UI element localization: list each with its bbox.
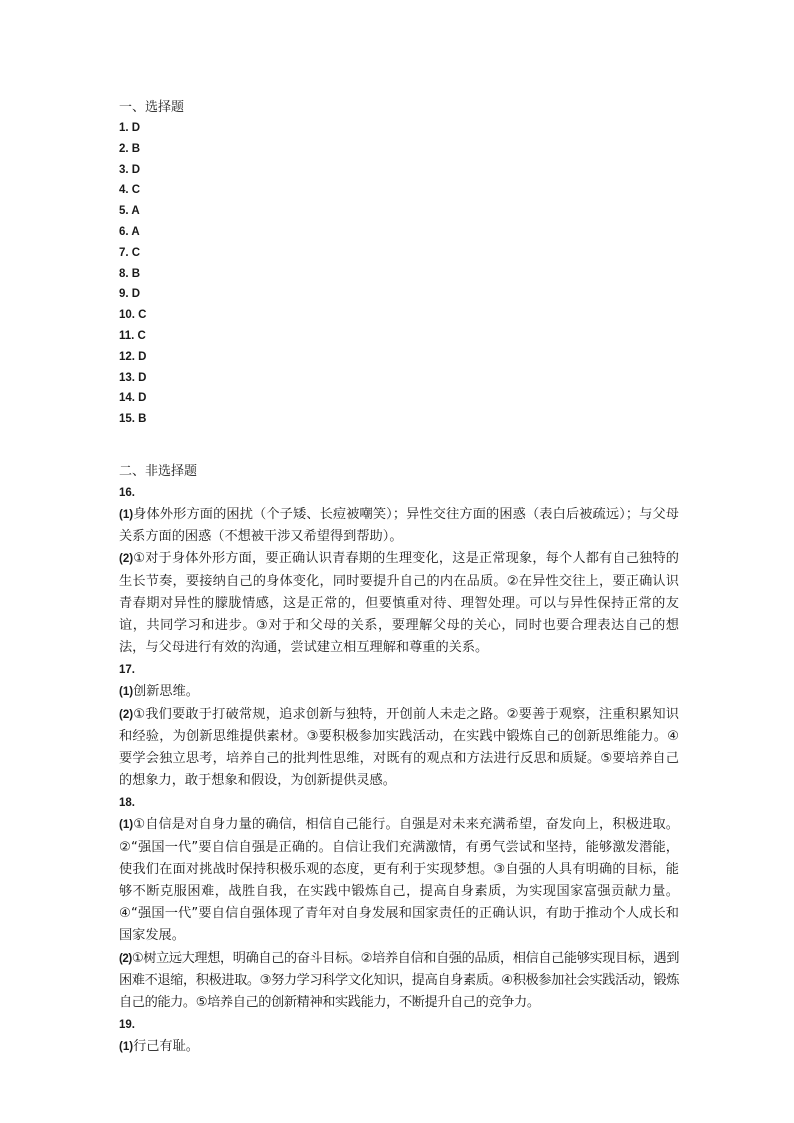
section-title-non-choice: 二、非选择题 [119, 463, 198, 479]
section-title-multiple-choice: 一、选择题 [119, 100, 185, 115]
answer-item: 3. D [119, 163, 141, 176]
answer-item: 13. D [119, 371, 147, 384]
q18-answer-part-2 [119, 948, 679, 1015]
part-label: (1) [119, 819, 134, 832]
part-text: ①树立远大理想，明确自己的奋斗目标。②培养自信和自强的品质，相信自己能够实现目标，遇到困难不退缩，积极进取。③努力学习科学文化知识，提高自身素质。④积极参加社会实践活动，锻炼自己的能力。⑤培养自己的创新精神和实践能力，不断提升自己的竞争力。 [119, 950, 679, 1011]
part-text: ①我们要敢于打破常规，追求创新与独特，开创前人未走之路。②要善于观察，注重积累知识和经验，为创新思维提供素材。③要积极参加实践活动，在实践中锻炼自己的创新思维能力。④要学会独立思考，培养自己的批判性思维，对既有的观点和方法进行反思和质疑。⑤要培养自己的想象力，敢于想象和假设，为创新提供灵感。 [119, 706, 679, 789]
part-label: (2) [119, 952, 132, 965]
answer-item: 10. C [119, 309, 147, 322]
q16-answer-part-1 [119, 504, 679, 548]
part-text: 创新思维。 [133, 684, 199, 700]
question-number-16: 16. [119, 486, 135, 499]
section-gap [119, 430, 679, 462]
answer-item: 11. C [119, 329, 146, 342]
answer-list [119, 118, 679, 430]
answer-item: 8. B [119, 267, 141, 280]
q16-answer-part-2 [119, 548, 679, 659]
part-label: (1) [119, 686, 134, 699]
part-label: (1) [119, 1041, 134, 1054]
part-label: (1) [119, 508, 134, 521]
q19-answer-part-1 [119, 1036, 679, 1058]
answer-item: 6. A [119, 225, 140, 238]
part-label: (2) [119, 553, 134, 566]
part-text: ①自信是对自身力量的确信，相信自己能行。自强是对未来充满希望，奋发向上，积极进取。②“强国一代”要自信自强是正确的。自信让我们充满激情，有勇气尝试和坚持，能够激发潜能，使我们在面对挑战时保持积极乐观的态度，更有利于实现梦想。③自强的人具有明确的目标，能够不断克服困难，战胜自我，在实践中锻炼自己，提高自身素质，为实现国家富强贡献力量。④“强国一代”要自信自强体现了青年对自身发展和国家责任的正确认识，有助于推动个人成长和国家发展。 [119, 817, 679, 944]
answer-item: 5. A [119, 205, 140, 218]
part-text: 行己有耻。 [133, 1039, 199, 1055]
answer-item: 14. D [119, 392, 147, 405]
answer-item: 1. D [119, 122, 141, 134]
answer-item: 12. D [119, 350, 147, 363]
q18-answer-part-1 [119, 814, 679, 947]
part-text: 身体外形方面的困扰（个子矮、长痘被嘲笑）；异性交往方面的困惑（表白后被疏远）；与父母关系方面的困惑（不想被干涉又希望得到帮助）。 [119, 506, 679, 545]
question-number-17: 17. [119, 664, 135, 677]
q17-answer-part-1 [119, 681, 679, 703]
q17-answer-part-2 [119, 704, 679, 793]
question-number-19: 19. [119, 1019, 135, 1032]
answer-item: 15. B [119, 413, 147, 426]
answer-item: 9. D [119, 288, 141, 301]
part-text: ①对于身体外形方面，要正确认识青春期的生理变化，这是正常现象，每个人都有自己独特的生长节奏，要接纳自己的身体变化，同时要提升自己的内在品质。②在异性交往上，要正确认识青春期对异性的朦胧情感，这是正常的，但要慎重对待、理智处理。可以与异性保持正常的友谊，共同学习和进步。③对于和父母的关系，要理解父母的关心，同时也要合理表达自己的想法，与父母进行有效的沟通，尝试建立相互理解和尊重的关系。 [119, 551, 679, 656]
answer-item: 2. B [119, 142, 141, 155]
part-label: (2) [119, 708, 134, 721]
answer-item: 4. C [119, 184, 141, 197]
question-number-18: 18. [119, 797, 135, 810]
answer-item: 7. C [119, 246, 141, 259]
answer-key [119, 98, 679, 1058]
